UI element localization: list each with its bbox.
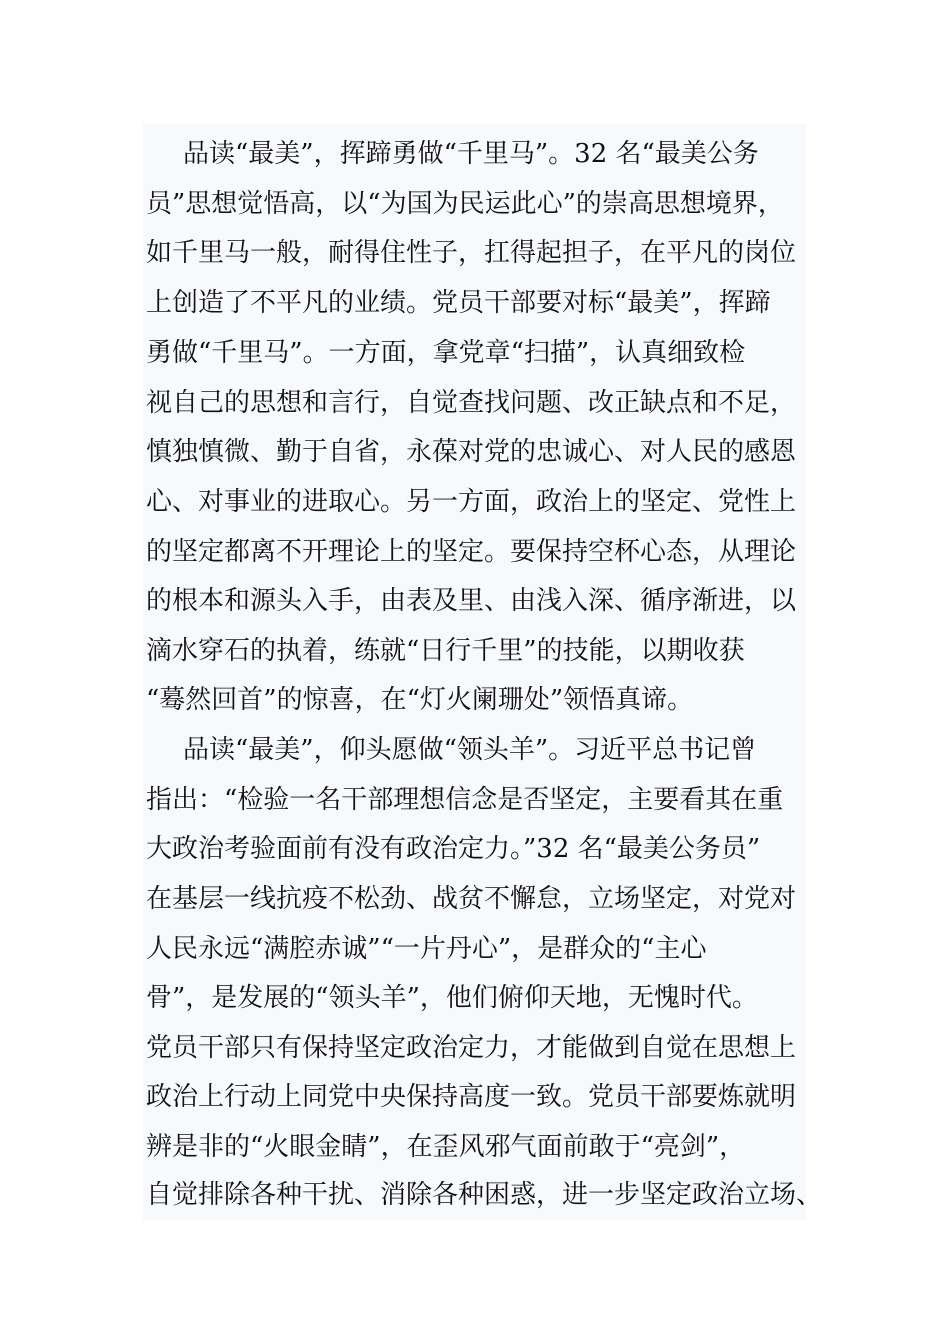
paragraph-1-line-3: 如千里马一般，耐得住性子，扛得起担子，在平凡的岗位 [146, 238, 797, 268]
paragraph-1-line-12: “蓦然回首”的惊喜，在“灯火阑珊处”领悟真谛。 [146, 685, 694, 715]
paragraph-2-line-2: 指出：“检验一名干部理想信念是否坚定，主要看其在重 [146, 785, 784, 815]
paragraph-2-line-5: 人民永远“满腔赤诚”“一片丹心”，是群众的“主心 [146, 934, 707, 964]
paragraph-1-line-10: 的根本和源头入手，由表及里、由浅入深、循序渐进，以 [146, 586, 797, 616]
paragraph-1-line-8: 心、对事业的进取心。另一方面，政治上的坚定、党性上 [146, 487, 797, 517]
paragraph-2-line-3: 大政治考验面前有没有政治定力。”32 名“最美公务员” [146, 834, 761, 864]
paragraph-1-line-7: 慎独慎微、勤于自省，永葆对党的忠诚心、对人民的感恩 [146, 437, 797, 467]
paragraph-1-line-5: 勇做“千里马”。一方面，拿党章“扫描”，认真细致检 [146, 338, 746, 368]
paragraph-2-line-8: 政治上行动上同党中央保持高度一致。党员干部要炼就明 [146, 1082, 797, 1112]
paragraph-1-line-6: 视自己的思想和言行，自觉查找问题、改正缺点和不足， [146, 388, 797, 418]
paragraph-2-line-9: 辨是非的“火眼金睛”，在歪风邪气面前敢于“亮剑”， [146, 1132, 746, 1162]
paragraph-2-line-1: 品读“最美”，仰头愿做“领头羊”。习近平总书记曾 [183, 735, 757, 765]
paragraph-1-line-1: 品读“最美”，挥蹄勇做“千里马”。32 名“最美公务 [183, 139, 759, 169]
article-text [143, 124, 823, 1220]
paragraph-2-line-6: 骨”，是发展的“领头羊”，他们俯仰天地，无愧时代。 [146, 983, 758, 1013]
paragraph-1-line-9: 的坚定都离不开理论上的坚定。要保持空杯心态，从理论 [146, 537, 797, 567]
paragraph-1-line-2: 员”思想觉悟高，以“为国为民运此心”的崇高思想境界， [146, 189, 784, 219]
paragraph-2-line-4: 在基层一线抗疫不松劲、战贫不懈怠，立场坚定，对党对 [146, 884, 797, 914]
paragraph-2-line-10: 自觉排除各种干扰、消除各种困惑，进一步坚定政治立场、 [146, 1180, 823, 1210]
paragraph-1-line-4: 上创造了不平凡的业绩。党员干部要对标“最美”，挥蹄 [146, 288, 771, 318]
paragraph-1-line-11: 滴水穿石的执着，练就“日行千里”的技能，以期收获 [146, 636, 745, 666]
paragraph-2-line-7: 党员干部只有保持坚定政治定力，才能做到自觉在思想上 [146, 1033, 797, 1063]
